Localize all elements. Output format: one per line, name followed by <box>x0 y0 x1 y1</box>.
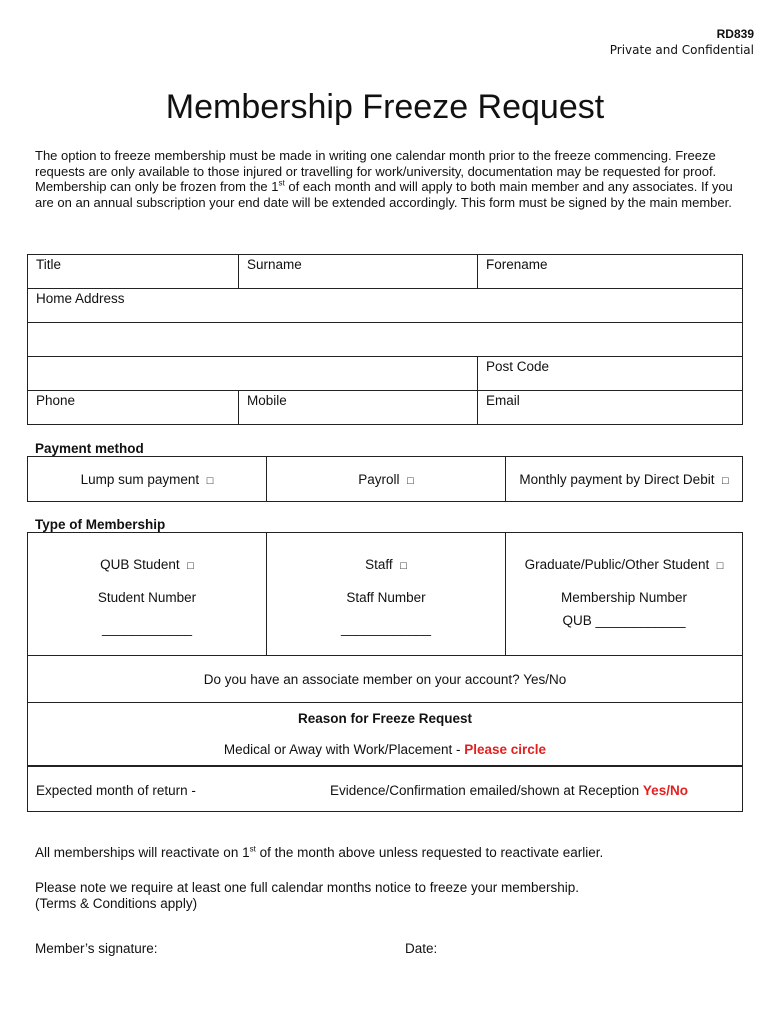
signature-label[interactable]: Member’s signature: <box>35 941 158 956</box>
student-number-label: Student Number <box>97 590 197 605</box>
lump-sum-option[interactable] <box>28 457 267 502</box>
graduate-label: Graduate/Public/Other Student <box>524 557 710 572</box>
staff-option[interactable] <box>267 533 506 656</box>
staff-checkbox[interactable]: □ <box>400 560 407 572</box>
membership-type-heading: Type of Membership <box>35 517 166 532</box>
intro-part1: The option to freeze membership must be made in writing one calendar month prior to the freeze commencing. Freeze requests are only available to those injured or travelling for work/university, documentation may be requested for proof. Membership can only be frozen from the 1 <box>35 148 717 194</box>
qub-student-label: QUB Student <box>100 557 180 572</box>
payroll-option[interactable] <box>267 457 506 502</box>
page-title: Membership Freeze Request <box>165 88 605 126</box>
direct-debit-label: Monthly payment by Direct Debit <box>519 471 715 487</box>
direct-debit-option[interactable] <box>506 457 743 502</box>
graduate-option[interactable] <box>506 533 743 656</box>
intro-sup: st <box>278 178 285 188</box>
forename-field[interactable]: Forename <box>478 255 743 289</box>
qub-student-option[interactable] <box>28 533 267 656</box>
confidential-label: Private and Confidential <box>609 43 754 57</box>
freeze-reason-cell[interactable] <box>28 703 743 766</box>
payroll-label: Payroll <box>358 471 400 487</box>
expected-return-field[interactable]: Expected month of return - <box>36 783 196 798</box>
payroll-checkbox[interactable]: □ <box>407 474 414 487</box>
email-field[interactable]: Email <box>478 391 743 425</box>
evidence-yes-no[interactable]: Yes/No <box>642 783 688 798</box>
reactivation-sup: st <box>249 844 256 854</box>
membership-type-table <box>27 532 743 766</box>
membership-number-label: Membership Number <box>560 590 688 605</box>
payment-method-table <box>27 456 743 502</box>
date-label[interactable]: Date: <box>405 941 438 956</box>
staff-number-blank[interactable]: ____________ <box>340 621 432 636</box>
graduate-checkbox[interactable]: □ <box>716 560 724 572</box>
evidence-field[interactable] <box>330 783 688 798</box>
student-number-blank[interactable]: ____________ <box>101 621 193 636</box>
freeze-reason-text: Medical or Away with Work/Placement - <box>223 742 465 757</box>
freeze-reason-heading: Reason for Freeze Request <box>297 711 473 726</box>
lump-sum-checkbox[interactable]: □ <box>206 474 214 487</box>
evidence-label: Evidence/Confirmation emailed/shown at Reception <box>330 783 643 798</box>
associate-question[interactable]: Do you have an associate member on your account? Yes/No <box>28 656 743 703</box>
post-code-field[interactable]: Post Code <box>478 357 743 391</box>
home-address-field[interactable]: Home Address <box>28 289 743 323</box>
notice-line-1: Please note we require at least one full calendar months notice to freeze your membership. <box>35 880 580 895</box>
payment-method-heading: Payment method <box>35 441 144 456</box>
lump-sum-label: Lump sum payment <box>80 471 200 487</box>
staff-label: Staff <box>365 557 393 572</box>
direct-debit-checkbox[interactable]: □ <box>721 474 729 487</box>
member-details-table <box>27 254 743 425</box>
terms-line: (Terms & Conditions apply) <box>35 896 198 911</box>
surname-field[interactable]: Surname <box>239 255 478 289</box>
reactivation-note <box>35 845 603 861</box>
home-address-line2[interactable] <box>28 323 743 357</box>
title-field[interactable]: Title <box>28 255 239 289</box>
return-box <box>27 766 743 812</box>
reactivation-part2: of the month above unless requested to reactivate earlier. <box>255 845 604 860</box>
reactivation-part1: All memberships will reactivate on 1 <box>35 845 250 860</box>
home-address-line3[interactable] <box>28 357 478 391</box>
qub-student-checkbox[interactable]: □ <box>187 560 194 572</box>
intro-part2: of each month and will apply to both main member and any associates. If you are on an annual subscription your end date will be extended accordingly. This form must be signed by the main member. <box>35 179 733 210</box>
intro-paragraph <box>35 148 740 210</box>
membership-number-blank[interactable]: QUB ____________ <box>562 613 686 628</box>
please-circle-label: Please circle <box>464 742 547 757</box>
document-code: RD839 <box>716 27 754 41</box>
mobile-field[interactable]: Mobile <box>239 391 478 425</box>
staff-number-label: Staff Number <box>346 590 426 605</box>
phone-field[interactable]: Phone <box>28 391 239 425</box>
